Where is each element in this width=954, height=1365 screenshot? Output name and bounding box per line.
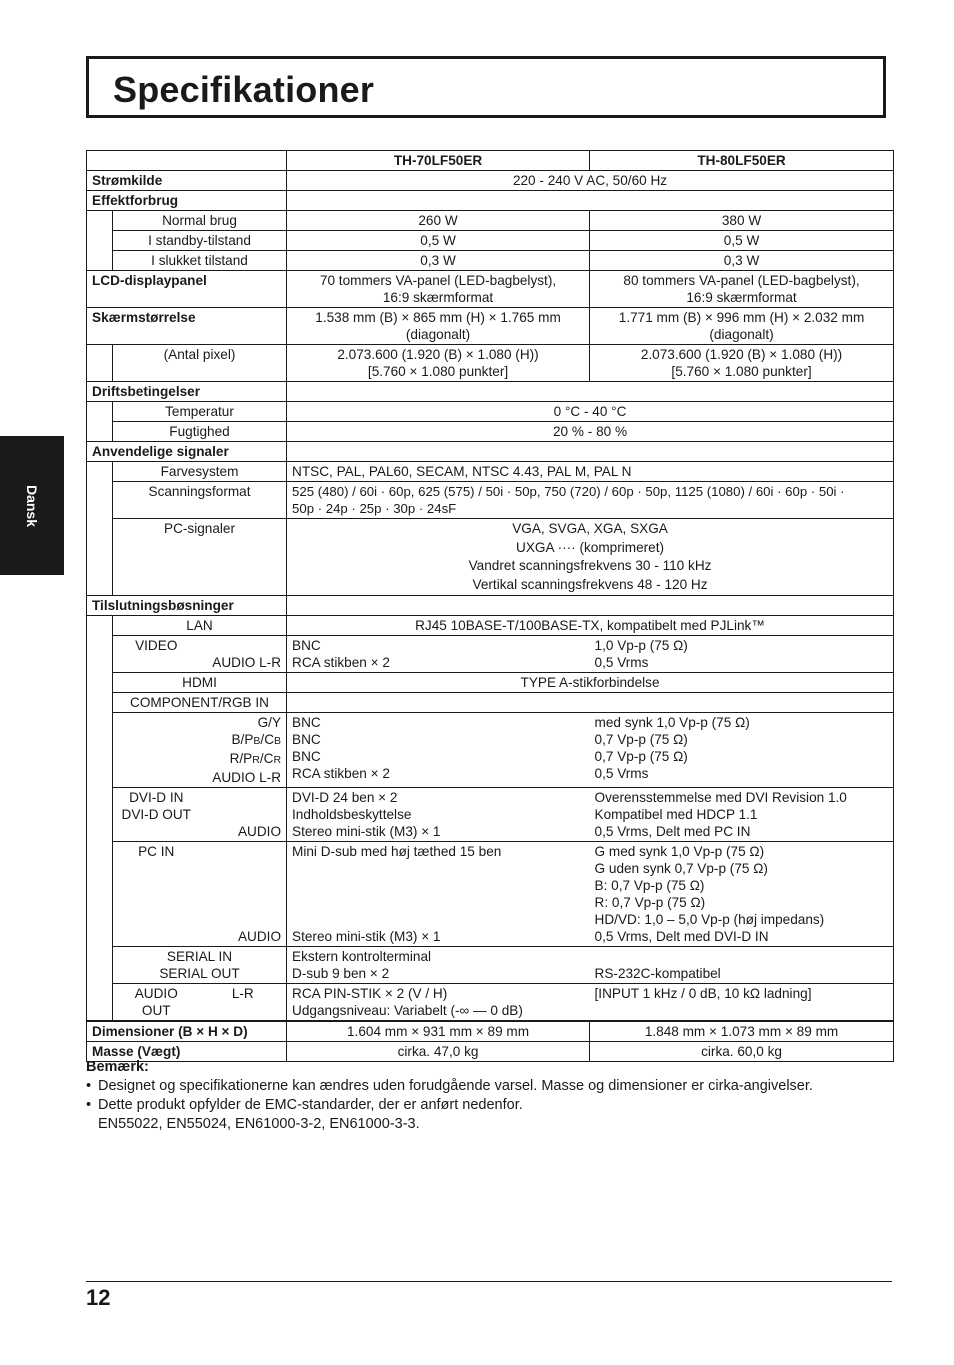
cell-value: 70 tommers VA-panel (LED-bagbelyst), 16:9 skærmformat [287, 271, 590, 308]
row-label: Effektforbrug [87, 191, 287, 211]
cell-value: 0 °C - 40 °C [287, 402, 894, 422]
sub-label: LAN [113, 616, 287, 636]
table-row [87, 308, 894, 345]
sub-label: Scanningsformat [113, 482, 287, 519]
title-box [86, 56, 886, 118]
cell-value: Ekstern kontrolterminal D-sub 9 ben × 2 [287, 947, 590, 984]
header-model-70: TH-70LF50ER [287, 151, 590, 171]
sub-label: Temperatur [113, 402, 287, 422]
table-row [87, 151, 894, 171]
language-tab[interactable] [0, 436, 64, 575]
table-row [87, 519, 894, 596]
cell-value: 0,3 W [287, 251, 590, 271]
sub-label: VIDEO [113, 636, 200, 673]
cell-value: 20 % - 80 % [287, 422, 894, 442]
cell-value: RS-232C-kompatibel [590, 947, 894, 984]
table-row [87, 211, 894, 231]
cell-value: 2.073.600 (1.920 (B) × 1.080 (H)) [5.760 × 1.080 punkter] [287, 345, 590, 382]
cell-value: med synk 1,0 Vp-p (75 Ω) 0,7 Vp-p (75 Ω) 0,7 Vp-p (75 Ω) 0,5 Vrms [590, 713, 894, 788]
table-row [87, 713, 894, 788]
cell-value: 0,5 W [287, 231, 590, 251]
cell-value: TYPE A-stikforbindelse [287, 673, 894, 693]
cell-value: DVI-D 24 ben × 2 Indholdsbeskyttelse Stereo mini-stik (M3) × 1 [287, 788, 590, 842]
footer-divider [86, 1281, 892, 1282]
cell-value: 220 - 240 V AC, 50/60 Hz [287, 171, 894, 191]
table-row [87, 231, 894, 251]
table-row [87, 171, 894, 191]
table-row [87, 462, 894, 482]
spec-table [86, 150, 894, 1062]
sub-label: Farvesystem [113, 462, 287, 482]
cell-value: 380 W [590, 211, 894, 231]
row-label: Tilslutningsbøsninger [87, 596, 287, 616]
cell-value: 0,3 W [590, 251, 894, 271]
sub-label: PC-signaler [113, 519, 287, 596]
note-item: • Dette produkt opfylder de EMC-standarder, der er anført nedenfor. [86, 1096, 896, 1115]
cell-value: 1,0 Vp-p (75 Ω) 0,5 Vrms [590, 636, 894, 673]
table-row [87, 616, 894, 636]
header-model-80: TH-80LF50ER [590, 151, 894, 171]
table-row [87, 788, 894, 842]
sub-label: AUDIO [200, 842, 287, 947]
table-row [87, 636, 894, 673]
row-label: Driftsbetingelser [87, 382, 287, 402]
table-row [87, 1021, 894, 1042]
cell-value: BNC RCA stikben × 2 [287, 636, 590, 673]
sub-label: PC IN [113, 842, 200, 947]
table-row [87, 842, 894, 947]
note-item: • Designet og specifikationerne kan ændres uden forudgående varsel. Masse og dimensioner er cirka-angivelser. [86, 1077, 896, 1096]
table-row [87, 673, 894, 693]
table-row [87, 422, 894, 442]
table-row [87, 984, 894, 1022]
cell-value: 80 tommers VA-panel (LED-bagbelyst), 16:9 skærmformat [590, 271, 894, 308]
cell-value: RCA PIN-STIK × 2 (V / H) Udgangsniveau: Variabelt (-∞ — 0 dB) [287, 984, 590, 1022]
language-tab-label: Dansk [24, 484, 40, 528]
page-title: Specifikationer [113, 69, 375, 110]
sub-label: AUDIO [200, 788, 287, 842]
cell-value: 1.848 mm × 1.073 mm × 89 mm [590, 1021, 894, 1042]
cell-value: BNC BNC BNC RCA stikben × 2 [287, 713, 590, 788]
cell-value: Overensstemmelse med DVI Revision 1.0 Kompatibel med HDCP 1.1 0,5 Vrms, Delt med PC IN [590, 788, 894, 842]
row-label: Dimensioner (B × H × D) [87, 1021, 287, 1042]
sub-label: L-R [200, 984, 287, 1022]
cell-value: [INPUT 1 kHz / 0 dB, 10 kΩ ladning] [590, 984, 894, 1022]
sub-label: (Antal pixel) [113, 345, 287, 382]
sub-label: I slukket tilstand [113, 251, 287, 271]
sub-label: Normal brug [113, 211, 287, 231]
sub-label: DVI-D IN DVI-D OUT [113, 788, 200, 842]
sub-label: SERIAL IN SERIAL OUT [113, 947, 287, 984]
table-row [87, 251, 894, 271]
sub-label: AUDIO OUT [113, 984, 200, 1022]
table-row [87, 947, 894, 984]
sub-label: COMPONENT/RGB IN [113, 693, 287, 713]
note-item-continuation: EN55022, EN55024, EN61000-3-2, EN61000-3-3. [98, 1116, 420, 1132]
sub-label: I standby-tilstand [113, 231, 287, 251]
table-row [87, 482, 894, 519]
table-row [87, 402, 894, 422]
table-row [87, 442, 894, 462]
row-label: Skærmstørrelse [87, 308, 287, 345]
table-row [87, 345, 894, 382]
cell-value: 2.073.600 (1.920 (B) × 1.080 (H)) [5.760 × 1.080 punkter] [590, 345, 894, 382]
sub-label: AUDIO L-R [200, 636, 287, 673]
table-row [87, 191, 894, 211]
cell-value: 525 (480) / 60i · 60p, 625 (575) / 50i · 50p, 750 (720) / 60p · 50p, 1125 (1080) / 60i · 60p · 50i · 50p · 24p · 25p · 30p · 24sF [287, 482, 894, 519]
cell-value: VGA, SVGA, XGA, SXGA UXGA ···· (komprimeret) Vandret scanningsfrekvens 30 - 110 kHz Vertikal scanningsfrekvens 48 - 120 Hz [287, 519, 894, 596]
notes-heading: Bemærk: [86, 1059, 149, 1075]
cell-value: 1.538 mm (B) × 865 mm (H) × 1.765 mm (diagonalt) [287, 308, 590, 345]
notes-section [86, 1058, 896, 1134]
cell-value: 1.604 mm × 931 mm × 89 mm [287, 1021, 590, 1042]
cell-value: Mini D-sub med høj tæthed 15 ben Stereo mini-stik (M3) × 1 [287, 842, 590, 947]
sub-label: G/Y B/PB/CB R/PR/CR AUDIO L-R [200, 713, 287, 788]
cell-value: cirka. 47,0 kg [287, 1042, 590, 1062]
row-label: Strømkilde [87, 171, 287, 191]
row-label: Anvendelige signaler [87, 442, 287, 462]
sub-label: Fugtighed [113, 422, 287, 442]
table-row [87, 693, 894, 713]
cell-value: 260 W [287, 211, 590, 231]
cell-value: 1.771 mm (B) × 996 mm (H) × 2.032 mm (diagonalt) [590, 308, 894, 345]
cell-value: cirka. 60,0 kg [590, 1042, 894, 1062]
cell-value: 0,5 W [590, 231, 894, 251]
row-label: Masse (Vægt) [87, 1042, 287, 1062]
table-row [87, 596, 894, 616]
cell-value: RJ45 10BASE-T/100BASE-TX, kompatibelt med PJLink™ [287, 616, 894, 636]
table-row [87, 271, 894, 308]
page-number: 12 [86, 1285, 111, 1310]
sub-label: HDMI [113, 673, 287, 693]
table-row [87, 382, 894, 402]
cell-value: G med synk 1,0 Vp-p (75 Ω) G uden synk 0,7 Vp-p (75 Ω) B: 0,7 Vp-p (75 Ω) R: 0,7 Vp-p (75 Ω) HD/VD: 1,0 – 5,0 Vp-p (høj impedans) 0,5 Vrms, Delt med DVI-D IN [590, 842, 894, 947]
row-label: LCD-displaypanel [87, 271, 287, 308]
cell-value: NTSC, PAL, PAL60, SECAM, NTSC 4.43, PAL M, PAL N [287, 462, 894, 482]
